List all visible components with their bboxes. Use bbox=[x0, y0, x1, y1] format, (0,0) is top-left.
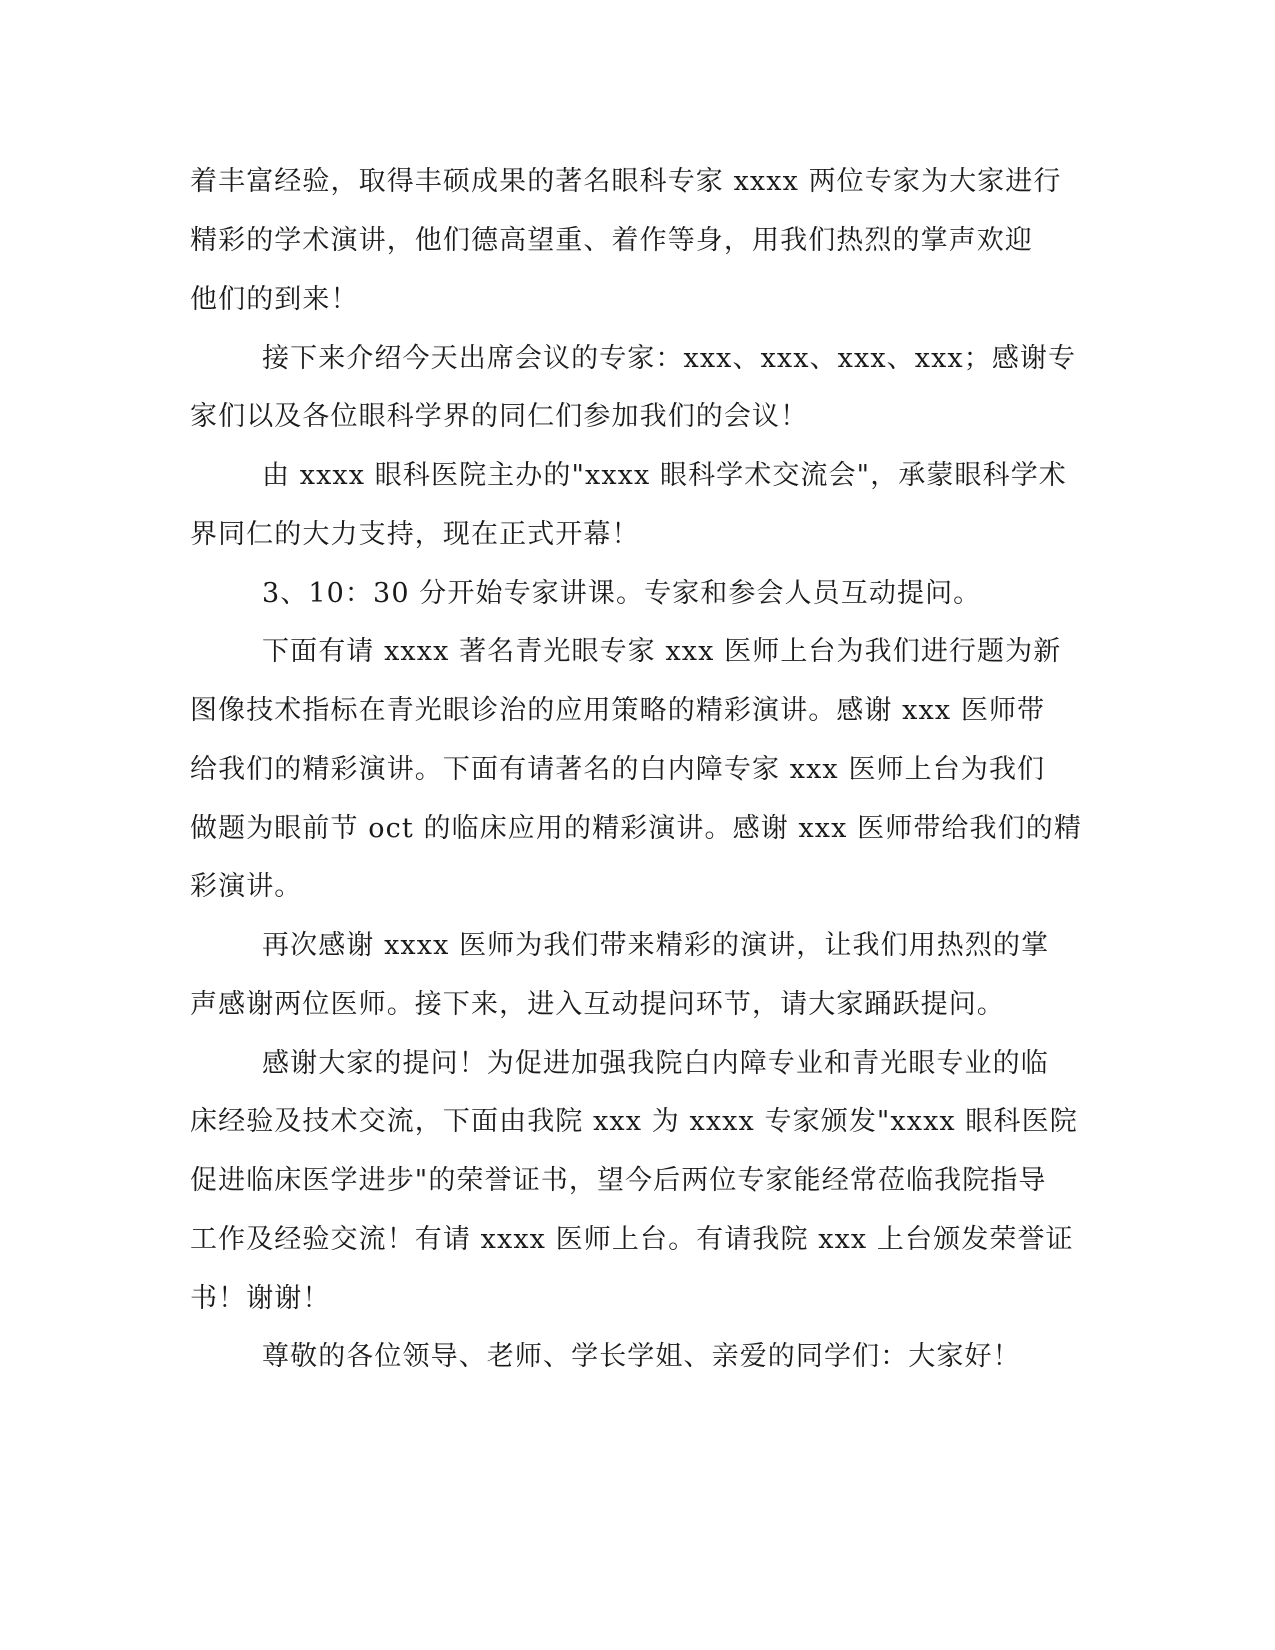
paragraph-first-line: 尊敬的各位领导、老师、学长学姐、亲爱的同学们：大家好！ bbox=[262, 1341, 1021, 1372]
text-line: 做题为眼前节 oct 的临床应用的精彩演讲。感谢 xxx 医师带给我们的精 bbox=[190, 813, 1082, 844]
text-line: 家们以及各位眼科学界的同仁们参加我们的会议！ bbox=[190, 401, 809, 432]
text-line: 促进临床医学进步"的荣誉证书，望今后两位专家能经常莅临我院指导 bbox=[190, 1165, 1047, 1196]
text-line: 着丰富经验，取得丰硕成果的著名眼科专家 xxxx 两位专家为大家进行 bbox=[190, 166, 1062, 197]
text-line: 界同仁的大力支持，现在正式开幕！ bbox=[190, 519, 640, 550]
text-line: 精彩的学术演讲，他们德高望重、着作等身，用我们热烈的掌声欢迎 bbox=[190, 225, 1033, 256]
paragraph-first-line: 下面有请 xxxx 著名青光眼专家 xxx 医师上台为我们进行题为新 bbox=[262, 636, 1062, 667]
paragraph-first-line: 再次感谢 xxxx 医师为我们带来精彩的演讲，让我们用热烈的掌 bbox=[262, 930, 1050, 961]
text-line: 彩演讲。 bbox=[190, 871, 303, 902]
text-line: 他们的到来！ bbox=[190, 284, 359, 315]
text-line: 床经验及技术交流，下面由我院 xxx 为 xxxx 专家颁发"xxxx 眼科医院 bbox=[190, 1106, 1078, 1137]
text-line: 工作及经验交流！有请 xxxx 医师上台。有请我院 xxx 上台颁发荣誉证 bbox=[190, 1224, 1074, 1255]
paragraph-first-line: 由 xxxx 眼科医院主办的"xxxx 眼科学术交流会"，承蒙眼科学术 bbox=[262, 460, 1067, 491]
text-line: 给我们的精彩演讲。下面有请著名的白内障专家 xxx 医师上台为我们 bbox=[190, 754, 1046, 785]
paragraph-first-line: 感谢大家的提问！为促进加强我院白内障专业和青光眼专业的临 bbox=[262, 1048, 1049, 1079]
text-line: 书！谢谢！ bbox=[190, 1283, 331, 1314]
paragraph-first-line: 3、10：30 分开始专家讲课。专家和参会人员互动提问。 bbox=[262, 578, 982, 609]
text-line: 图像技术指标在青光眼诊治的应用策略的精彩演讲。感谢 xxx 医师带 bbox=[190, 695, 1046, 726]
text-line: 声感谢两位医师。接下来，进入互动提问环节，请大家踊跃提问。 bbox=[190, 989, 1005, 1020]
paragraph-first-line: 接下来介绍今天出席会议的专家：xxx、xxx、xxx、xxx；感谢专 bbox=[262, 343, 1077, 374]
